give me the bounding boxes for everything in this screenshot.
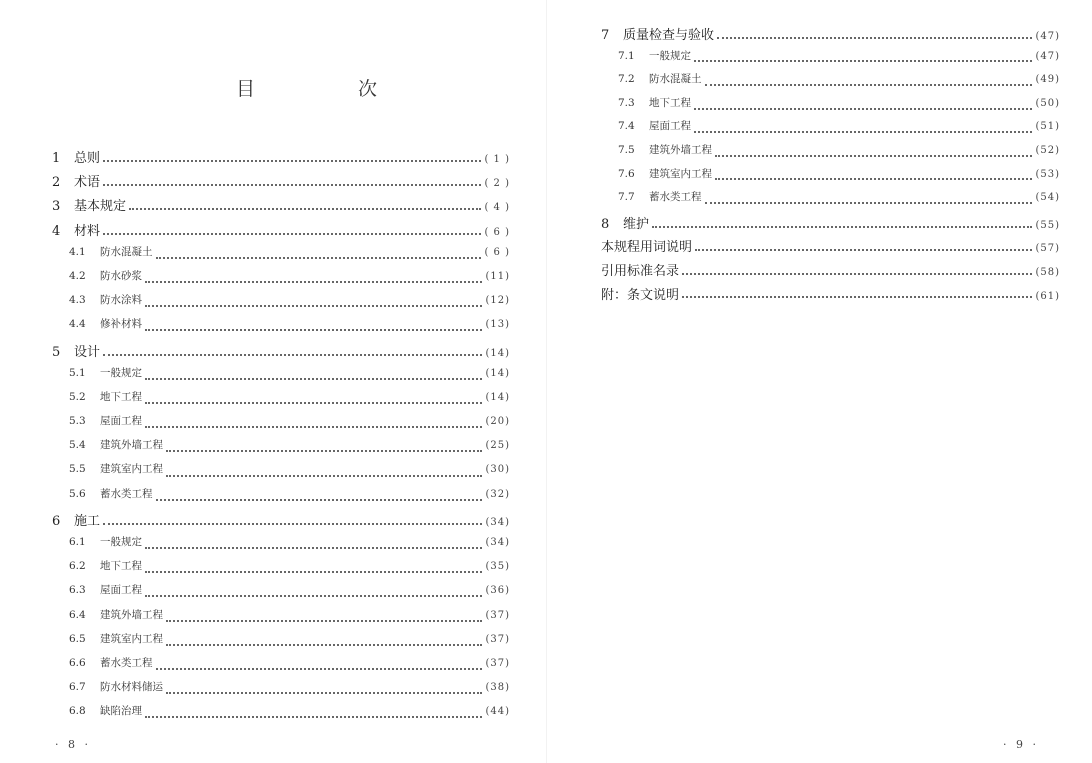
toc-entry-page: (13) [485, 319, 510, 331]
toc-entry-number: 4.1 [69, 245, 86, 258]
toc-entry-number: 4.2 [69, 269, 86, 282]
page-number-right: · 9 · [1003, 738, 1039, 751]
dot-leader [129, 208, 481, 210]
toc-entry-number: 5.4 [69, 439, 86, 452]
toc-entry-number: 6.7 [69, 681, 86, 694]
toc-entry-number: 7 [601, 28, 610, 43]
toc-entry[interactable] [52, 510, 510, 534]
toc-entry-page: (44) [485, 706, 510, 718]
toc-entry[interactable] [601, 71, 1060, 95]
toc-entry-label: 施工 [74, 513, 101, 529]
toc-entry[interactable] [52, 389, 510, 413]
toc-entry-label: 建筑室内工程 [100, 463, 163, 476]
dot-leader [694, 131, 1032, 133]
toc-entry-number: 5 [52, 344, 61, 360]
toc-entry-label: 一般规定 [100, 366, 142, 379]
toc-entry-label: 材料 [74, 223, 101, 239]
toc-entry-page: (47) [1035, 50, 1060, 62]
page-number-left: · 8 · [55, 738, 91, 751]
toc-entry-page: (47) [1035, 31, 1060, 42]
toc-title: 目 次 [236, 78, 420, 100]
dot-leader [156, 257, 482, 259]
toc-entry-number: 6 [52, 513, 61, 529]
toc-entry-page: (11) [485, 270, 510, 282]
toc-entry[interactable] [52, 679, 510, 703]
dot-leader [145, 426, 482, 428]
toc-entry-number: 5.6 [69, 487, 86, 500]
toc-entry[interactable] [601, 24, 1060, 48]
toc-entry-label: 蓄水类工程 [100, 656, 153, 669]
dot-leader [145, 378, 482, 380]
toc-entry-label: 屋面工程 [649, 120, 691, 133]
dot-leader [145, 547, 482, 549]
toc-entry-page: (12) [485, 295, 510, 307]
toc-entry-label: 蓄水类工程 [649, 191, 702, 204]
toc-entry-page: (55) [1035, 219, 1060, 231]
dot-leader [166, 475, 482, 477]
toc-entry-label: 术语 [74, 175, 101, 191]
toc-entry[interactable] [52, 437, 510, 461]
toc-entry-page: (51) [1035, 121, 1060, 133]
toc-entry-label: 一般规定 [100, 536, 142, 548]
toc-entry-label: 基本规定 [74, 199, 127, 215]
toc-entry-page: (49) [1035, 74, 1060, 86]
toc-entry-number: 7.1 [618, 49, 635, 62]
toc-entry-page: (14) [485, 391, 510, 403]
dot-leader [145, 305, 482, 307]
toc-entry-label: 缺陷治理 [100, 705, 142, 718]
toc-entry[interactable] [52, 703, 510, 727]
toc-entry[interactable] [601, 260, 1060, 284]
toc-entry-page: (58) [1035, 266, 1060, 278]
dot-leader [694, 60, 1032, 62]
toc-entry-number: 4.3 [69, 294, 86, 307]
toc-entry-page: (38) [485, 682, 510, 694]
toc-entry-number: 8 [601, 216, 610, 232]
right-page [546, 0, 1092, 763]
dot-leader [145, 402, 482, 404]
toc-entry-label: 维护 [623, 216, 650, 232]
toc-entry[interactable] [52, 244, 510, 268]
toc-entry-page: (53) [1035, 168, 1060, 180]
toc-entry[interactable] [601, 284, 1060, 308]
toc-entry-number: 5.3 [69, 415, 86, 428]
dot-leader [103, 354, 482, 356]
toc-entry[interactable] [52, 534, 510, 558]
toc-entry-page: ( 4 ) [484, 202, 510, 214]
toc-entry-number: 6.1 [69, 536, 86, 548]
dot-leader [715, 155, 1032, 157]
toc-entry-label: 地下工程 [100, 390, 142, 403]
toc-entry-label: 建筑室内工程 [649, 167, 712, 180]
dot-leader [166, 644, 482, 646]
dot-leader [715, 178, 1032, 180]
toc-entry-number: 1 [52, 151, 61, 166]
toc-entry-page: (25) [485, 440, 510, 452]
toc-entry-number: 6.5 [69, 632, 86, 645]
dot-leader [145, 716, 482, 718]
toc-entry-label: 建筑室内工程 [100, 632, 163, 645]
toc-entry-page: (37) [485, 657, 510, 669]
dot-leader [103, 523, 482, 525]
toc-entry-label: 防水砂浆 [100, 269, 142, 282]
toc-entry-number: 6.3 [69, 584, 86, 597]
toc-entry-page: (34) [485, 516, 510, 528]
toc-entry-number: 7.4 [618, 120, 635, 133]
toc-entry-label: 总则 [74, 151, 101, 166]
toc-entry-page: (61) [1035, 290, 1060, 302]
toc-entry[interactable] [52, 461, 510, 485]
toc-entry-page: (50) [1035, 97, 1060, 109]
toc-entry-page: (34) [485, 537, 510, 548]
toc-entry-number: 6.2 [69, 560, 86, 573]
toc-entry-label: 附：条文说明 [601, 287, 680, 303]
dot-leader [717, 37, 1032, 39]
toc-entry[interactable] [52, 365, 510, 389]
toc-entry-label: 质量检查与验收 [623, 28, 715, 43]
toc-entry-page: (52) [1035, 144, 1060, 156]
dot-leader [103, 233, 481, 235]
toc-entry[interactable] [52, 558, 510, 582]
toc-entry-number: 6.6 [69, 656, 86, 669]
toc-entry-label: 地下工程 [649, 96, 691, 109]
toc-entry[interactable] [52, 220, 510, 244]
toc-entry-number: 5.5 [69, 463, 86, 476]
toc-entry-page: (14) [485, 347, 510, 359]
dot-leader [103, 160, 481, 162]
toc-entry-page: (37) [485, 609, 510, 621]
toc-entry-page: ( 2 ) [484, 178, 510, 190]
toc-entry-page: (57) [1035, 243, 1060, 255]
toc-entry[interactable] [52, 292, 510, 316]
toc-entry[interactable] [52, 195, 510, 219]
toc-entry[interactable] [601, 236, 1060, 260]
toc-entry-label: 防水混凝土 [100, 245, 153, 258]
toc-entry[interactable] [601, 95, 1060, 119]
toc-entry-label: 修补材料 [100, 318, 142, 331]
toc-entry-page: ( 1 ) [484, 154, 510, 165]
dot-leader [705, 84, 1033, 86]
toc-entry-number: 2 [52, 175, 61, 191]
toc-entry[interactable] [52, 413, 510, 437]
toc-entry[interactable] [52, 631, 510, 655]
dot-leader [103, 184, 481, 186]
toc-entry-label: 引用标准名录 [601, 263, 680, 279]
dot-leader [695, 249, 1032, 251]
dot-leader [652, 226, 1032, 228]
dot-leader [166, 692, 482, 694]
dot-leader [682, 296, 1032, 298]
toc-entry[interactable] [601, 48, 1060, 72]
toc-entry-label: 建筑外墙工程 [100, 608, 163, 621]
toc-entry-label: 蓄水类工程 [100, 487, 153, 500]
toc-entry-label: 屋面工程 [100, 584, 142, 597]
toc-entry-page: (20) [485, 416, 510, 428]
toc-entry-label: 建筑外墙工程 [649, 143, 712, 156]
toc-entry-label: 防水混凝土 [649, 73, 702, 86]
toc-entry[interactable] [52, 582, 510, 606]
toc-entry[interactable] [52, 607, 510, 631]
toc-entry[interactable] [601, 166, 1060, 190]
toc-entry-page: (37) [485, 633, 510, 645]
toc-entry-number: 6.4 [69, 608, 86, 621]
toc-entry-page: (30) [485, 464, 510, 476]
toc-entry-number: 7.5 [618, 143, 635, 156]
toc-entry-number: 5.1 [69, 366, 86, 379]
toc-entry-number: 5.2 [69, 390, 86, 403]
toc-entry[interactable] [52, 486, 510, 510]
dot-leader [166, 620, 482, 622]
dot-leader [145, 329, 482, 331]
toc-entry-label: 设计 [74, 344, 101, 360]
toc-entry-number: 7.7 [618, 191, 635, 204]
toc-list-left [52, 147, 510, 728]
toc-entry-page: (35) [485, 561, 510, 573]
toc-entry-number: 7.6 [618, 167, 635, 180]
dot-leader [156, 499, 483, 501]
toc-entry-number: 4 [52, 223, 61, 239]
toc-entry[interactable] [52, 655, 510, 679]
toc-entry[interactable] [52, 268, 510, 292]
toc-entry[interactable] [52, 171, 510, 195]
toc-entry-page: ( 6 ) [484, 246, 510, 258]
toc-entry-page: (54) [1035, 192, 1060, 204]
toc-entry-label: 建筑外墙工程 [100, 439, 163, 452]
dot-leader [156, 668, 483, 670]
toc-entry-page: (36) [485, 585, 510, 597]
toc-entry[interactable] [52, 147, 510, 171]
toc-entry-page: (14) [485, 367, 510, 379]
dot-leader [682, 273, 1032, 275]
dot-leader [145, 281, 482, 283]
toc-entry-label: 防水涂料 [100, 294, 142, 307]
toc-entry[interactable] [601, 142, 1060, 166]
toc-entry-label: 一般规定 [649, 49, 691, 62]
toc-entry-number: 4.4 [69, 318, 86, 331]
toc-entry-label: 地下工程 [100, 560, 142, 573]
toc-entry-number: 3 [52, 199, 61, 215]
toc-entry[interactable] [601, 213, 1060, 237]
toc-entry-page: ( 6 ) [484, 226, 510, 238]
dot-leader [694, 108, 1032, 110]
toc-entry[interactable] [52, 316, 510, 340]
toc-entry[interactable] [601, 189, 1060, 213]
dot-leader [145, 571, 482, 573]
toc-entry-number: 6.8 [69, 705, 86, 718]
dot-leader [145, 595, 482, 597]
toc-list-right [601, 24, 1060, 307]
toc-entry-label: 本规程用词说明 [601, 240, 693, 256]
toc-entry-number: 7.3 [618, 96, 635, 109]
toc-entry-page: (32) [485, 488, 510, 500]
dot-leader [166, 450, 482, 452]
toc-entry-label: 防水材料储运 [100, 681, 163, 694]
toc-entry[interactable] [52, 341, 510, 365]
toc-entry[interactable] [601, 118, 1060, 142]
toc-entry-label: 屋面工程 [100, 415, 142, 428]
toc-entry-number: 7.2 [618, 73, 635, 86]
dot-leader [705, 202, 1033, 204]
